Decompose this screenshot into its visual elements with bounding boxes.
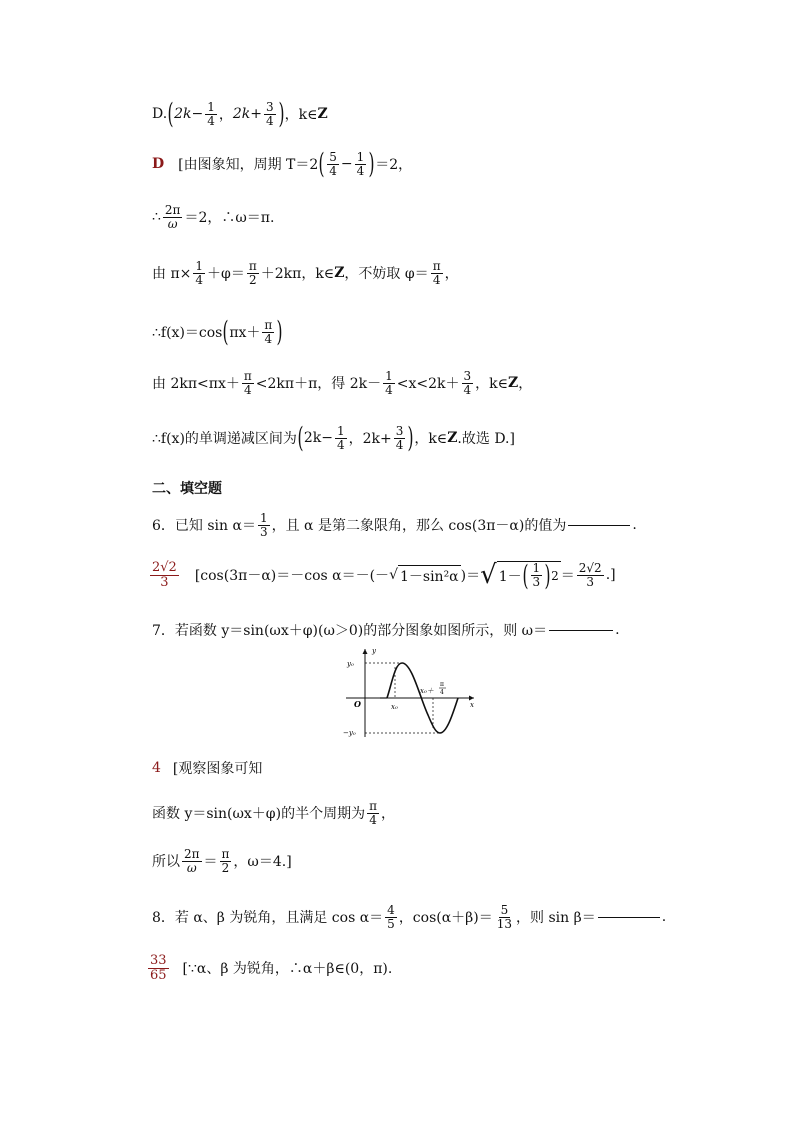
answer-letter: D (152, 156, 165, 172)
fraction: $\frac{3}{4}$ (266, 99, 274, 128)
answer-number: 4 (152, 760, 161, 776)
question-8: 8．若 α、β 为锐角，且满足 cos α＝ $\frac{4}{5}$ ，cos(α＋β)＝ $\frac{5}{13}$ ，则 sin β＝ . (152, 903, 667, 931)
pi-label: π (440, 681, 444, 688)
fraction: $\frac{1}{4}$ (207, 99, 215, 128)
solution-5-line-5: 由 2kπ<πx＋ $\frac{\pi}{4}$ <2kπ＋π，得 2k－ $\frac{1}{4}$ <x<2k＋ $\frac{3}{4}$ ，k∈ Z ， (152, 369, 533, 397)
solution-7-line-3: 所以 $\frac{2\pi}{\omega}$ ＝ $\frac{\pi}{2}$ ，ω＝4.] (152, 847, 292, 875)
x0-plus-label: x₀＋ (420, 687, 434, 695)
x-axis-arrow (469, 696, 474, 701)
answer-blank (598, 916, 660, 918)
sine-graph (340, 645, 480, 740)
solution-7-line-2: 函数 y＝sin(ωx＋φ)的半个周期为 $\frac{\pi}{4}$ ， (152, 799, 395, 827)
answer-fraction: $\frac{33}{65}$ (150, 953, 167, 983)
option-d: D. ( 2k− $\frac{1}{4}$ ， 2k+ $\frac{3}{4}$ ) ，k∈ Z (152, 97, 328, 130)
sqrt-sign: √ (389, 567, 398, 583)
solution-8: $\frac{33}{65}$ [∵α、β 为锐角，∴α＋β∈(0，π). (150, 953, 393, 983)
origin-label: O (354, 699, 361, 709)
solution-6: $\frac{2√2}{3}$ [cos(3π－α)＝－cos α＝－(－ √ 1－sin²α )＝ √ 1－ ( $\frac{1}{3}$ ) 2 ＝ $\frac{2√2}{3}$ .] (152, 558, 616, 592)
answer-blank (549, 629, 613, 631)
sqrt-sign: √ (480, 560, 497, 590)
answer-fraction: $\frac{2√2}{3}$ (152, 559, 177, 590)
four-label: 4 (440, 689, 444, 696)
section-heading: 二、填空题 (152, 481, 222, 497)
solution-5-line-1: D [由图象知，周期 T＝2 ( $\frac{5}{4}$ − $\frac{1}{4}$ ) ＝2， (152, 147, 413, 180)
neg-y0-label: −y₀ (343, 729, 356, 737)
answer-blank (568, 524, 630, 526)
x-label: x (470, 701, 474, 709)
y-label: y (372, 647, 376, 655)
solution-5-line-3: 由 π× $\frac{1}{4}$ ＋φ＝ $\frac{\pi}{2}$ ＋2kπ，k∈ Z ，不妨取 φ＝ $\frac{\pi}{4}$ ， (152, 259, 459, 287)
question-7: 7．若函数 y＝sin(ωx＋φ)(ω＞0)的部分图象如图所示，则 ω＝ . (152, 622, 620, 639)
x0-label: x₀ (391, 703, 398, 711)
y-axis-arrow (363, 649, 368, 654)
solution-7-line-1: 4 [观察图象可知 (152, 760, 263, 777)
solution-5-line-2: ∴ $\frac{2\pi}{\omega}$ ＝2，∴ω＝π. (152, 203, 275, 231)
question-6: 6．已知 sin α＝ $\frac{1}{3}$ ，且 α 是第二象限角，那么 cos(3π－α)的值为 . (152, 511, 637, 539)
y0-label: y₀ (347, 660, 354, 668)
solution-5-line-4: ∴f(x)＝cos ( πx＋ $\frac{\pi}{4}$ ) (152, 315, 283, 348)
solution-5-line-6: ∴f(x)的单调递减区间为 ( 2k− $\frac{1}{4}$ ，2k+ $\frac{3}{4}$ ) ，k∈ Z .故选 D.] (152, 421, 515, 454)
